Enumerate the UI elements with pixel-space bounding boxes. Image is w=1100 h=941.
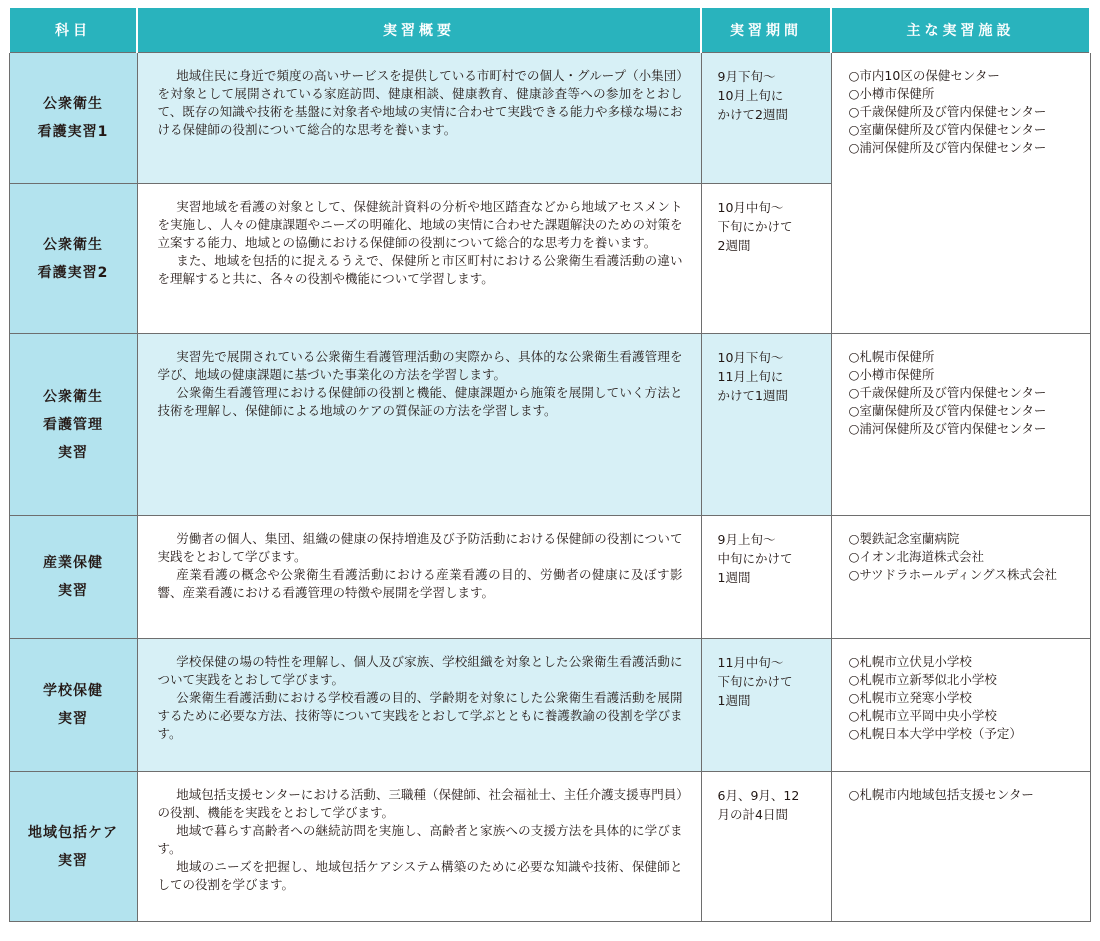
facility-item: ○札幌市内地域包括支援センター — [848, 787, 1034, 802]
subject-cell: 公衆衛生 看護管理 実習 — [9, 334, 137, 516]
summary-paragraph: 学校保健の場の特性を理解し、個人及び家族、学校組織を対象とした公衆衛生看護活動について実践をとおして学びます。 — [157, 654, 683, 687]
period-cell: 9月上旬～ 中旬にかけて 1週間 — [701, 516, 831, 639]
summary-cell — [137, 772, 701, 922]
subject-cell: 地域包括ケア 実習 — [9, 772, 137, 922]
summary-paragraph: 公衆衛生看護活動における学校看護の目的、学齢期を対象にした公衆衛生看護活動を展開するために必要な方法、技術等について実践をとおして学ぶとともに養護教諭の役割を学びます。 — [157, 690, 683, 741]
facility-item: ○サツドラホールディングス株式会社 — [848, 567, 1058, 582]
facility-item: ○札幌市保健所 — [848, 349, 935, 364]
period-cell: 10月中旬～ 下旬にかけて 2週間 — [701, 184, 831, 334]
summary-paragraph: 地域のニーズを把握し、地域包括ケアシステム構築のために必要な知識や技術、保健師としての役割を学びます。 — [157, 859, 683, 892]
period-cell: 10月下旬～ 11月上旬に かけて1週間 — [701, 334, 831, 516]
facility-item: ○浦河保健所及び管内保健センター — [848, 140, 1047, 155]
subject-cell: 公衆衛生 看護実習2 — [9, 184, 137, 334]
summary-paragraph: 公衆衛生看護管理における保健師の役割と機能、健康課題から施策を展開していく方法と技術を理解し、保健師による地域のケアの質保証の方法を学習します。 — [157, 385, 683, 418]
facility-item: ○札幌市立発寒小学校 — [848, 690, 972, 705]
facility-item: ○市内10区の保健センター — [848, 68, 1000, 83]
header-summary: 実習概要 — [137, 8, 701, 53]
summary-paragraph: 産業看護の概念や公衆衛生看護活動における産業看護の目的、労働者の健康に及ぼす影響、産業看護における看護管理の特徴や展開を学習します。 — [157, 567, 683, 600]
facilities-cell — [831, 334, 1090, 516]
table-row — [9, 639, 1090, 772]
summary-paragraph: 実習地域を看護の対象として、保健統計資料の分析や地区踏査などから地域アセスメントを実施し、人々の健康課題やニーズの明確化、地域の実情に合わせた課題解決のための対策を立案する能力、地域との協働における保健師の役割について総合的な思考力を養います。 — [157, 199, 683, 250]
subject-cell: 公衆衛生 看護実習1 — [9, 53, 137, 184]
summary-paragraph: 労働者の個人、集団、組織の健康の保持増進及び予防活動における保健師の役割について実践をとおして学びます。 — [157, 531, 683, 564]
facilities-cell — [831, 772, 1090, 922]
summary-paragraph: 地域住民に身近で頻度の高いサービスを提供している市町村での個人・グループ（小集団）を対象として展開されている家庭訪問、健康相談、健康教育、健康診査等への参加をとおして、既存の知識や技術を基盤に対象者や地域の実情に合わせて実践できる能力や多様な場における保健師の役割について総合的な思考を養います。 — [157, 68, 683, 137]
header-row — [9, 8, 1090, 53]
summary-paragraph: また、地域を包括的に捉えるうえで、保健所と市区町村における公衆衛生看護活動の違いを理解すると共に、各々の役割や機能について学習します。 — [157, 253, 683, 286]
table-row — [9, 53, 1090, 184]
facilities-cell — [831, 639, 1090, 772]
facility-item: ○室蘭保健所及び管内保健センター — [848, 122, 1047, 137]
subject-cell: 学校保健 実習 — [9, 639, 137, 772]
facility-item: ○小樽市保健所 — [848, 367, 935, 382]
table-row — [9, 334, 1090, 516]
facility-item: ○イオン北海道株式会社 — [848, 549, 985, 564]
facility-item: ○室蘭保健所及び管内保健センター — [848, 403, 1047, 418]
period-cell: 11月中旬～ 下旬にかけて 1週間 — [701, 639, 831, 772]
period-cell: 9月下旬～ 10月上旬に かけて2週間 — [701, 53, 831, 184]
summary-cell — [137, 516, 701, 639]
header-facilities: 主な実習施設 — [831, 8, 1090, 53]
summary-paragraph: 実習先で展開されている公衆衛生看護管理活動の実際から、具体的な公衆衛生看護管理を学び、地域の健康課題に基づいた事業化の方法を学習します。 — [157, 349, 683, 382]
period-cell: 6月、9月、12 月の計4日間 — [701, 772, 831, 922]
summary-cell — [137, 184, 701, 334]
summary-cell — [137, 53, 701, 184]
facility-item: ○札幌市立平岡中央小学校 — [848, 708, 997, 723]
summary-cell — [137, 639, 701, 772]
facility-item: ○製鉄記念室蘭病院 — [848, 531, 960, 546]
facility-item: ○浦河保健所及び管内保健センター — [848, 421, 1047, 436]
facilities-cell-shared — [831, 53, 1090, 334]
table-row — [9, 772, 1090, 922]
practicum-table — [8, 8, 1091, 922]
table-row — [9, 516, 1090, 639]
facility-item: ○千歳保健所及び管内保健センター — [848, 385, 1047, 400]
facility-item: ○千歳保健所及び管内保健センター — [848, 104, 1047, 119]
subject-cell: 産業保健 実習 — [9, 516, 137, 639]
facility-item: ○小樽市保健所 — [848, 86, 935, 101]
header-period: 実習期間 — [701, 8, 831, 53]
facility-item: ○札幌市立新琴似北小学校 — [848, 672, 997, 687]
facilities-cell — [831, 516, 1090, 639]
facility-item: ○札幌日本大学中学校（予定） — [848, 726, 1022, 741]
summary-cell — [137, 334, 701, 516]
summary-paragraph: 地域で暮らす高齢者への継続訪問を実施し、高齢者と家族への支援方法を具体的に学びます。 — [157, 823, 683, 856]
header-subject: 科目 — [9, 8, 137, 53]
summary-paragraph: 地域包括支援センターにおける活動、三職種（保健師、社会福祉士、主任介護支援専門員）の役割、機能を実践をとおして学びます。 — [157, 787, 683, 820]
facility-item: ○札幌市立伏見小学校 — [848, 654, 972, 669]
